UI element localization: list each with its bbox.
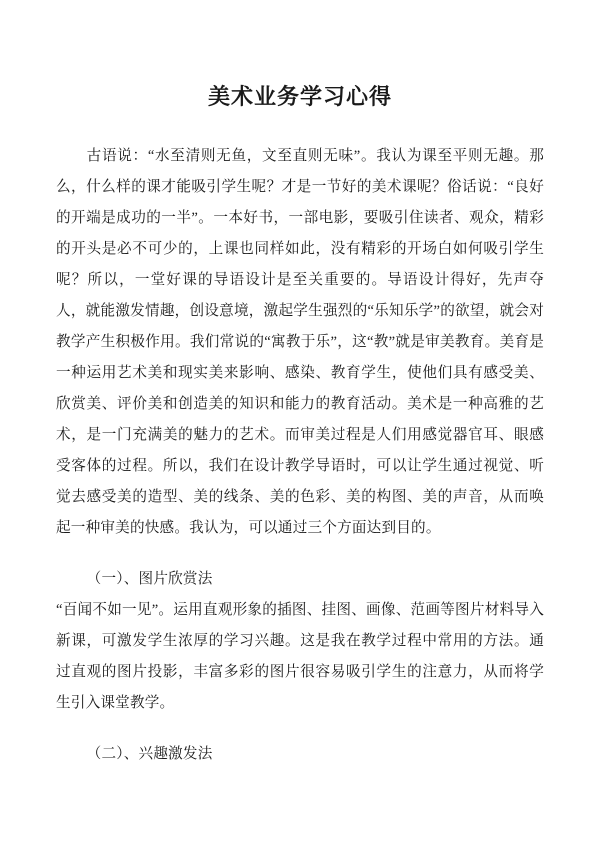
section-heading-two: （二）、兴趣激发法: [86, 746, 213, 762]
section-heading-one: （一）、图片欣赏法: [86, 571, 213, 587]
paragraph-intro: 古语说：“水至清则无鱼，文至直则无味”。我认为课至平则无趣。那么，什么样的课才能吸引学生呢？才是一节好的美术课呢？俗话说：“良好的开端是成功的一半”。一本好书，一部电影，要吸引住读者、观众，精彩的开头是必不可少的，上课也同样如此，没有精彩的开场白如何吸引学生呢？所以，一堂好课的导语设计是至关重要的。导语设计得好，先声夺人，就能激发情趣，创设意境，激起学生强烈的“乐知乐学”的欲望，就会对教学产生积极作用。我们常说的“寓教于乐”，这“教”就是审美教育。美育是一种运用艺术美和现实美来影响、感染、教育学生，使他们具有感受美、欣赏美、评价美和创造美的知识和能力的教育活动。美术是一种高雅的艺术，是一门充满美的魅力的艺术。而审美过程是人们用感觉器官耳、眼感受客体的过程。所以，我们在设计教学导语时，可以让学生通过视觉、听觉去感受美的造型、美的线条、美的色彩、美的构图、美的声音，从而唤起一种审美的快感。我认为，可以通过三个方面达到目的。: [56, 148, 544, 536]
section-body-one: “百闻不如一见”。运用直观形象的插图、挂图、画像、范画等图片材料导入新课，可激发学生浓厚的学习兴趣。这是我在教学过程中常用的方法。通过直观的图片投影，丰富多彩的图片很容易吸引学生的注意力，从而将学生引入课堂教学。: [56, 602, 544, 711]
page-title: 美术业务学习心得: [207, 84, 392, 109]
